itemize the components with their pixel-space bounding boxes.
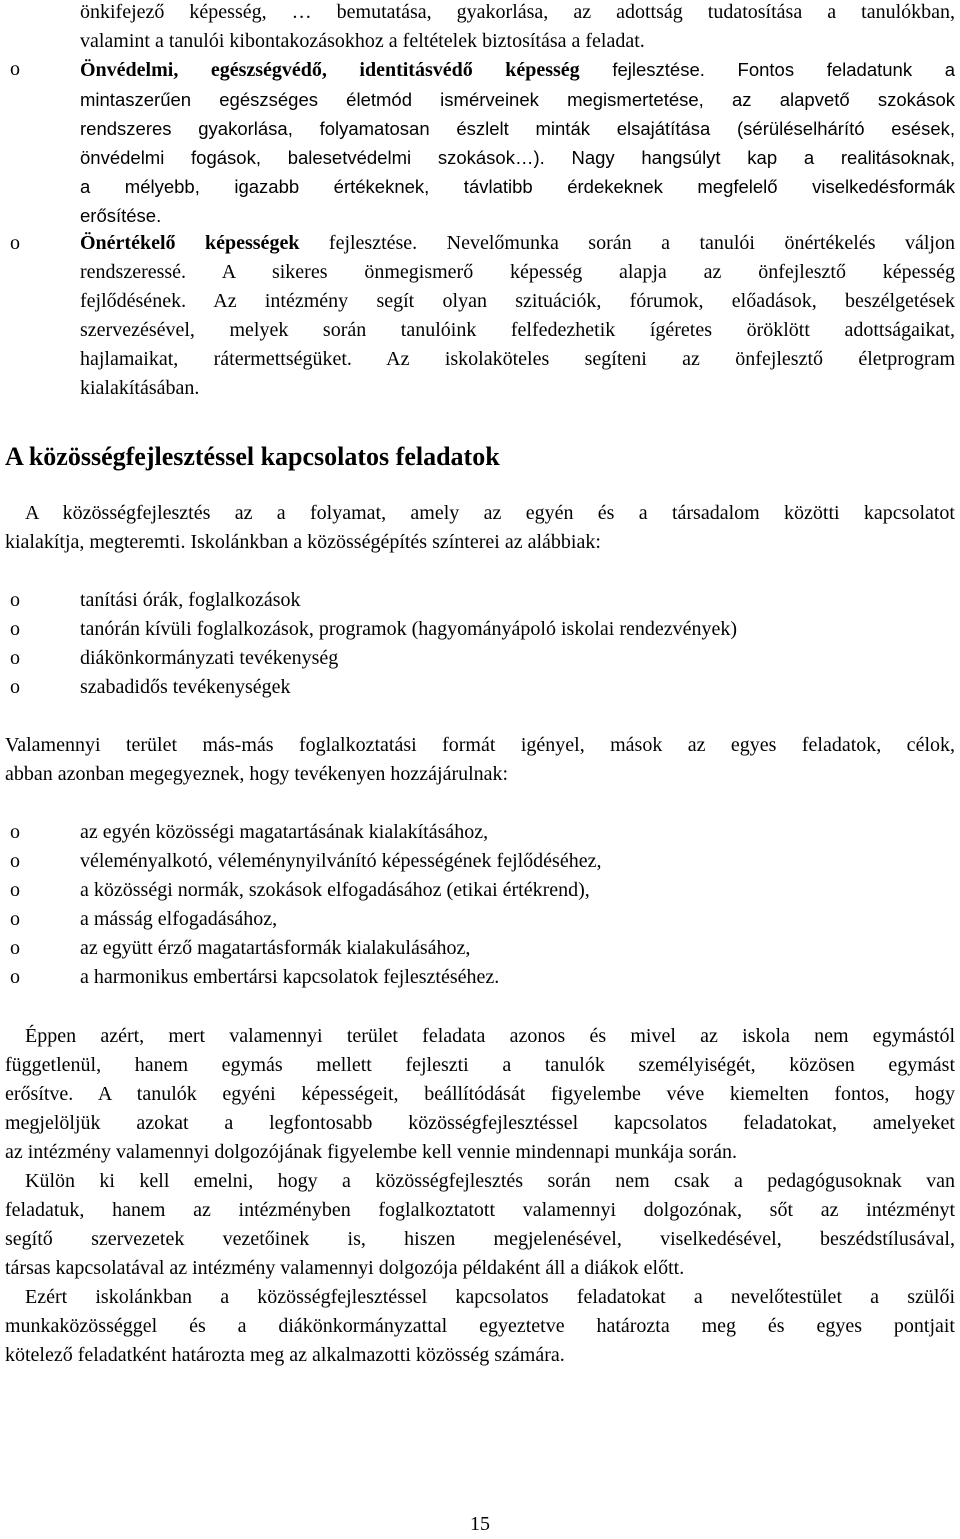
page-number: 15	[470, 1513, 490, 1535]
list-item-text: szabadidős tevékenységek	[80, 676, 291, 698]
list-bullet: o	[10, 966, 20, 988]
text-line: mintaszerűen egészséges életmód ismérveinek megismertetése, az alapvető szokások	[80, 89, 955, 110]
closing-paragraph	[5, 1283, 955, 1370]
list-item	[0, 586, 960, 615]
text-line: feladatuk, hanem az intézményben foglalkoztatott valamennyi dolgozónak, sőt az intézményt	[5, 1199, 955, 1221]
item-title-suffix: fejlesztése.	[299, 232, 418, 254]
text-line: megjelöljük azokat a legfontosabb közösségfejlesztéssel kapcsolatos feladatokat, amelyeket	[5, 1112, 955, 1134]
text-line: önvédelmi fogások, balesetvédelmi szokások…). Nagy hangsúlyt kap a realitásoknak,	[80, 147, 955, 168]
list-bullet: o	[10, 821, 20, 843]
list-item	[0, 644, 960, 673]
list-item-text: véleményalkotó, véleménynyilvánító képességének fejlődéséhez,	[80, 850, 602, 872]
list-bullet: o	[10, 879, 20, 901]
list-bullet: o	[10, 589, 20, 611]
continuation-text	[80, 0, 955, 56]
list-bullet: o	[10, 850, 20, 872]
list-bullet: o	[10, 908, 20, 930]
text-line: Ezért iskolánkban a közösségfejlesztéssel kapcsolatos feladatokat a nevelőtestület a szülői	[25, 1286, 955, 1308]
list-item-text: tanórán kívüli foglalkozások, programok (hagyományápoló iskolai rendezvények)	[80, 618, 738, 640]
list-item	[0, 615, 960, 644]
capability-item	[80, 55, 955, 230]
text-line: hajlamaikat, rátermettségüket. Az iskolaköteles segíteni az önfejlesztő életprogram	[80, 348, 955, 370]
list-bullet: o	[10, 232, 20, 254]
text-line: önkifejező képesség, … bemutatása, gyakorlása, az adottság tudatosítása a tanulókban,	[80, 1, 955, 23]
list-item	[0, 673, 960, 702]
list-bullet: o	[10, 647, 20, 669]
text-line: valamint a tanulói kibontakozásokhoz a feltételek biztosítása a feladat.	[80, 30, 645, 52]
item-title-suffix: fejlesztése.	[579, 59, 705, 80]
item-title: Önvédelmi, egészségvédő, identitásvédő képesség	[80, 59, 580, 81]
text-line: társas kapcsolatával az intézmény valamennyi dolgozója példaként áll a diákok előtt.	[5, 1257, 685, 1279]
text-line	[80, 55, 955, 85]
text-line: kialakítja, megteremti. Iskolánkban a közösségépítés színterei az alábbiak:	[5, 531, 601, 553]
item-text: Nevelőmunka során a tanulói önértékelés váljon	[417, 232, 955, 254]
text-line: rendszeressé. A sikeres önmegismerő képesség alapja az önfejlesztő képesség	[80, 261, 955, 283]
closing-paragraph	[5, 1167, 955, 1283]
text-line: rendszeres gyakorlása, folyamatosan észlelt minták elsajátítása (sérüléselhárító esések,	[80, 118, 955, 139]
text-line: fejlődésének. Az intézmény segít olyan szituációk, fórumok, előadások, beszélgetések	[80, 290, 955, 312]
list-item	[0, 876, 960, 905]
text-line: függetlenül, hanem egymás mellett fejleszti a tanulók személyiségét, közösen egymást	[5, 1054, 955, 1076]
intro-paragraph	[5, 499, 955, 557]
list-item	[0, 963, 960, 992]
closing-paragraph	[5, 1022, 955, 1167]
middle-paragraph	[5, 731, 955, 789]
list-item	[0, 905, 960, 934]
list-bullet: o	[10, 58, 20, 80]
text-line	[80, 229, 955, 258]
list-item	[0, 818, 960, 847]
list-item-text: diákönkormányzati tevékenység	[80, 647, 339, 669]
venues-list	[0, 586, 960, 702]
text-line: segítő szervezetek vezetőinek is, hiszen megjelenésével, viselkedésével, beszédstílusával,	[5, 1228, 955, 1250]
text-line: munkaközösséggel és a diákönkormányzattal egyeztetve határozta meg és egyes pontjait	[5, 1315, 955, 1337]
text-line: kialakításában.	[80, 377, 200, 399]
text-line: a mélyebb, igazabb értékeknek, távlatibb érdekeknek megfelelő viselkedésformák	[80, 176, 955, 197]
text-line: A közösségfejlesztés az a folyamat, amely az egyén és a társadalom közötti kapcsolatot	[25, 502, 955, 524]
list-bullet: o	[10, 937, 20, 959]
list-item	[0, 934, 960, 963]
text-line: az intézmény valamennyi dolgozójának figyelembe kell vennie mindennapi munkája során.	[5, 1141, 737, 1163]
item-text: Fontos feladatunk a	[704, 59, 956, 80]
list-item-text: az együtt érző magatartásformák kialakulásához,	[80, 937, 471, 959]
capability-item	[80, 229, 955, 403]
text-line: abban azonban megegyeznek, hogy tevékenyen hozzájárulnak:	[5, 763, 509, 785]
list-item-text: az egyén közösségi magatartásának kialakításához,	[80, 821, 489, 843]
text-line: szervezésével, melyek során tanulóink felfedezhetik ígéretes öröklött adottságaikat,	[80, 319, 955, 341]
text-line: Éppen azért, mert valamennyi terület feladata azonos és mivel az iskola nem egymástól	[25, 1025, 955, 1047]
text-line: kötelező feladatként határozta meg az alkalmazotti közösség számára.	[5, 1344, 565, 1366]
text-line: Külön ki kell emelni, hogy a közösségfejlesztés során nem csak a pedagógusoknak van	[25, 1170, 955, 1192]
list-item-text: a harmonikus embertársi kapcsolatok fejlesztéséhez.	[80, 966, 500, 988]
list-item-text: a közösségi normák, szokások elfogadásához (etikai értékrend),	[80, 879, 590, 901]
item-title: Önértékelő képességek	[80, 232, 300, 254]
text-line: erősítése.	[80, 205, 162, 226]
section-heading: A közösségfejlesztéssel kapcsolatos feladatok	[5, 442, 500, 471]
list-item	[0, 847, 960, 876]
list-item-text: a másság elfogadásához,	[80, 908, 278, 930]
list-item-text: tanítási órák, foglalkozások	[80, 589, 301, 611]
text-line: erősítve. A tanulók egyéni képességeit, beállítódását figyelembe véve kiemelten fontos, hogy	[5, 1083, 955, 1105]
list-bullet: o	[10, 618, 20, 640]
text-line: Valamennyi terület más-más foglalkoztatási formát igényel, mások az egyes feladatok, célok,	[5, 734, 955, 756]
list-bullet: o	[10, 676, 20, 698]
contributions-list	[0, 818, 960, 992]
